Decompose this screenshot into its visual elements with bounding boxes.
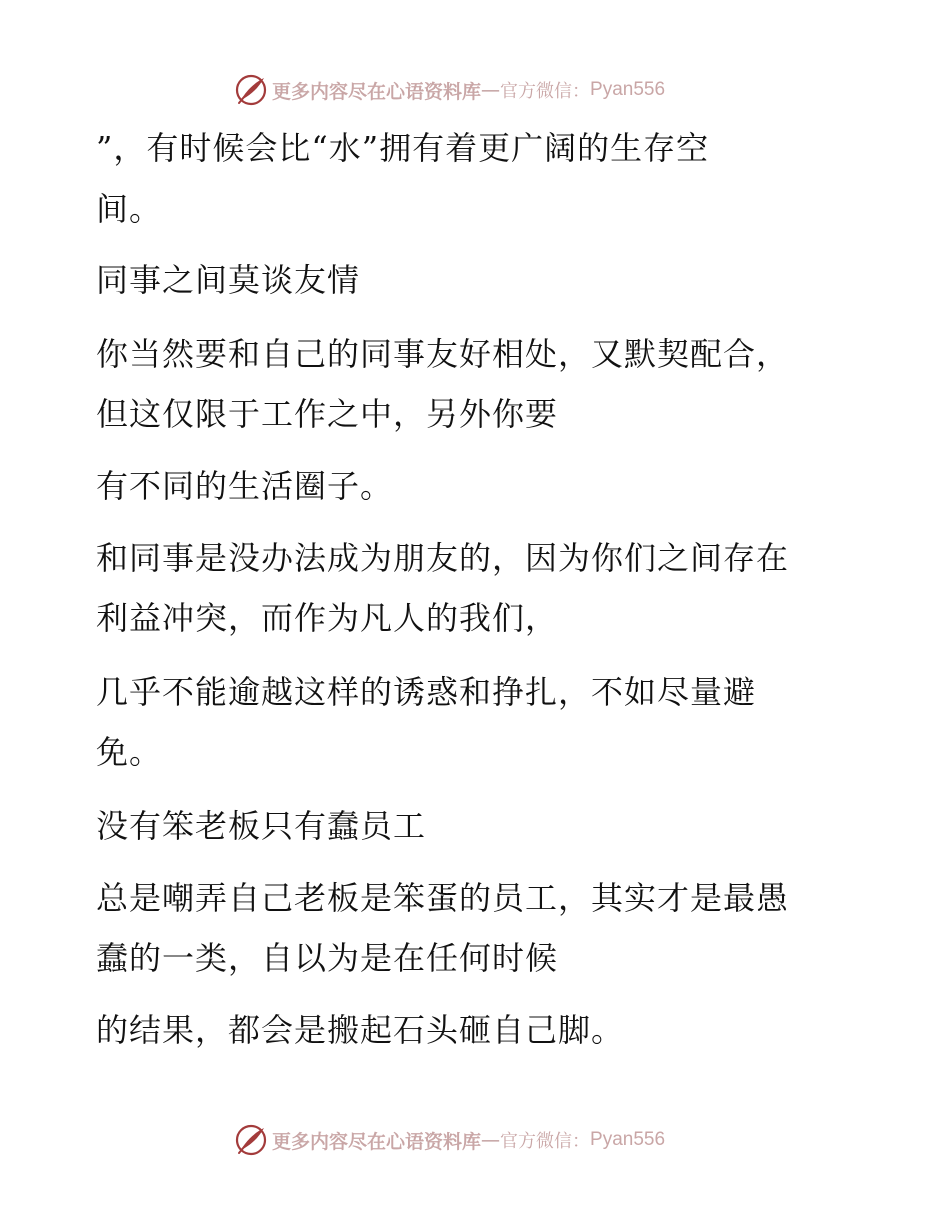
watermark-label: 官方微信： [500, 81, 591, 102]
body-line: 几乎不能逾越这样的诱惑和挣扎，不如尽量避 [96, 673, 757, 711]
body-line: 免。 [96, 733, 163, 771]
section-heading: 没有笨老板只有蠢员工 [96, 807, 427, 845]
header-watermark [234, 72, 665, 108]
body-line: 你当然要和自己的同事友好相处，又默契配合， [96, 335, 790, 373]
body-line: 有不同的生活圈子。 [96, 467, 394, 505]
quill-logo-icon [234, 1123, 268, 1157]
watermark-label: 官方微信： [500, 1131, 591, 1152]
body-line: 总是嘲弄自己老板是笨蛋的员工，其实才是最愚 [96, 879, 790, 917]
watermark-wechat-id: Pyan556 [590, 79, 666, 100]
body-line: 的结果，都会是搬起石头砸自己脚。 [96, 1011, 625, 1049]
body-line: 但这仅限于工作之中，另外你要 [96, 395, 559, 433]
body-line: 和同事是没办法成为朋友的，因为你们之间存在 [96, 539, 790, 577]
body-line: 利益冲突，而作为凡人的我们， [96, 599, 559, 637]
body-line: ”，有时候会比“水”拥有着更广阔的生存空 [96, 129, 710, 167]
watermark-dash: — [481, 79, 501, 101]
watermark-dash: — [481, 1129, 501, 1151]
footer-watermark [234, 1122, 665, 1158]
quill-logo-icon [234, 73, 268, 107]
watermark-site-text: 更多内容尽在心语资料库 [272, 1130, 482, 1153]
body-line: 间。 [96, 190, 163, 228]
watermark-wechat-id: Pyan556 [590, 1129, 666, 1150]
section-heading: 同事之间莫谈友情 [96, 261, 361, 299]
watermark-site-text: 更多内容尽在心语资料库 [272, 80, 482, 103]
body-line: 蠢的一类，自以为是在任何时候 [96, 939, 559, 977]
